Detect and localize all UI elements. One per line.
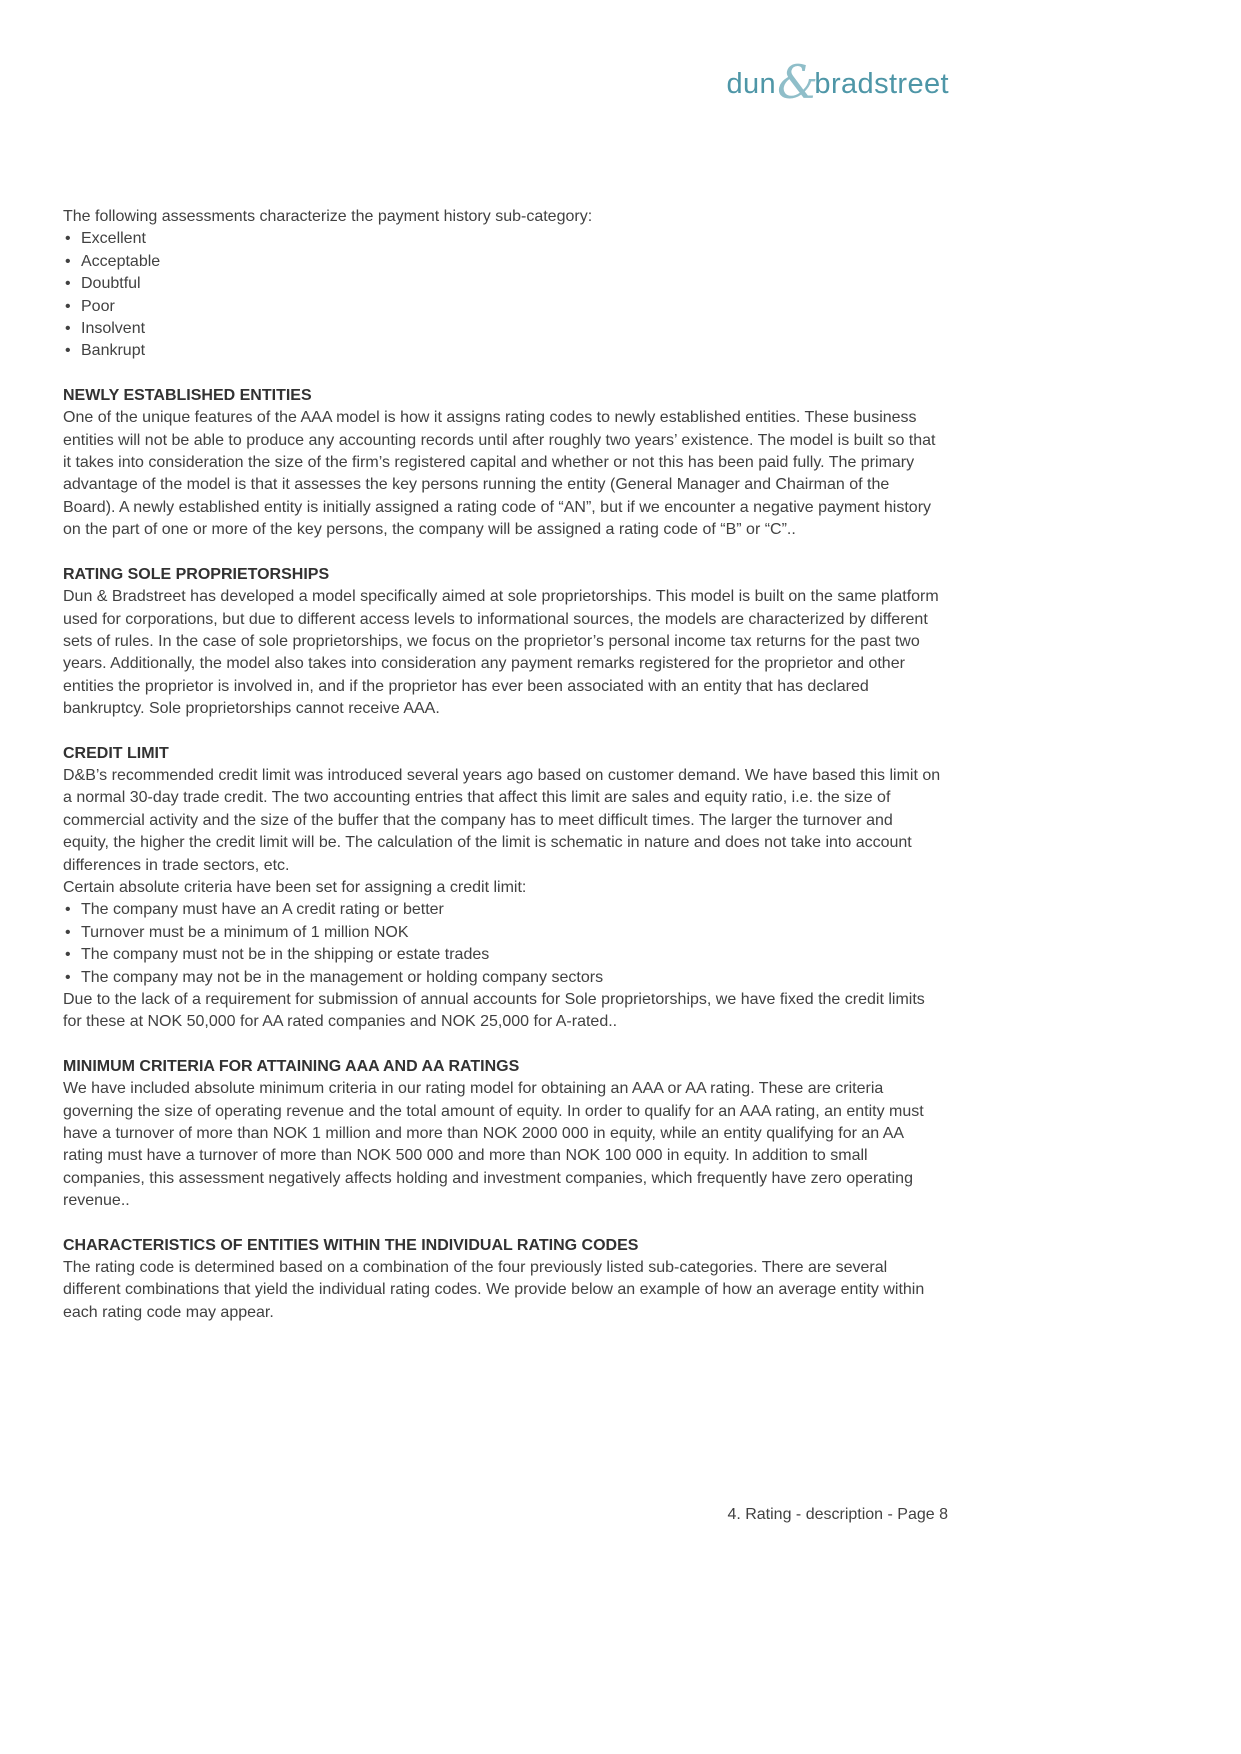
section-heading: RATING SOLE PROPRIETORSHIPS (63, 565, 330, 583)
payment-history-list (63, 228, 943, 362)
section-heading: NEWLY ESTABLISHED ENTITIES (63, 386, 312, 404)
section-paragraph: One of the unique features of the AAA model is how it assigns rating codes to newly established entities. These business entities will not be able to produce any accounting records until after roughly two years’ existence. The model is built so that it takes into consideration the size of the firm’s registered capital and whether or not this has been paid fully. The primary advantage of the model is that it assesses the key persons running the entity (General Manager and Chairman of the Board). A newly established entity is initially assigned a rating code of “AN”, but if we encounter a negative payment history on the part of one or more of the key persons, the company will be assigned a rating code of “B” or “C”.. (63, 409, 936, 539)
section-heading: CREDIT LIMIT (63, 744, 169, 762)
document-body (63, 206, 943, 1324)
dun-bradstreet-logo: dun & bradstreet (726, 55, 949, 109)
section-paragraph: The rating code is determined based on a combination of the four previously listed sub-categories. There are several different combinations that yield the individual rating codes. We provide below an example of how an average entity within each rating code may appear. (63, 1259, 925, 1321)
list-item: • Poor (63, 296, 943, 318)
section-newly-established-entities (63, 385, 943, 542)
section-characteristics-rating-codes (63, 1235, 943, 1325)
section-paragraph: Dun & Bradstreet has developed a model specifically aimed at sole proprietorships. This model is built on the same platform used for corporations, but due to different access levels to informational sources, the models are characterized by different sets of rules. In the case of sole proprietorships, we focus on the proprietor’s personal income tax returns for the past two years. Additionally, the model also takes into consideration any payment remarks registered for the proprietor and other entities the proprietor is involved in, and if the proprietor has ever been associated with an entity that has declared bankruptcy. Sole proprietorships cannot receive AAA. (63, 588, 939, 718)
section-paragraph: We have included absolute minimum criteria in our rating model for obtaining an AAA or AA rating. These are criteria governing the size of operating revenue and the total amount of equity. In order to qualify for an AAA rating, an entity must have a turnover of more than NOK 1 million and more than NOK 2000 000 in equity, while an entity qualifying for an AA rating must have a turnover of more than NOK 500 000 and more than NOK 100 000 in equity. In addition to small companies, this assessment negatively affects holding and investment companies, which frequently have zero operating revenue.. (63, 1080, 924, 1210)
section-rating-sole-proprietorships (63, 564, 943, 721)
intro-lead: The following assessments characterize the payment history sub-category: (63, 208, 593, 225)
list-item: • Turnover must be a minimum of 1 million NOK (63, 922, 943, 944)
section-heading: CHARACTERISTICS OF ENTITIES WITHIN THE INDIVIDUAL RATING CODES (63, 1236, 639, 1254)
list-item: • The company may not be in the management or holding company sectors (63, 967, 943, 989)
logo-text-bradstreet: bradstreet (814, 68, 949, 100)
list-item: • Acceptable (63, 251, 943, 273)
section-credit-limit (63, 743, 943, 1034)
section-paragraph: D&B’s recommended credit limit was introduced several years ago based on customer demand. We have based this limit on a normal 30-day trade credit. The two accounting entries that affect this limit are sales and equity ratio, i.e. the size of commercial activity and the size of the buffer that the company has to meet difficult times. The larger the turnover and equity, the higher the credit limit will be. The calculation of the limit is schematic in nature and does not take into account differences in trade sectors, etc. (63, 766, 941, 874)
list-item: • Insolvent (63, 318, 943, 340)
page-footer: 4. Rating - description - Page 8 (727, 1506, 948, 1523)
criteria-lead: Certain absolute criteria have been set for assigning a credit limit: (63, 878, 527, 896)
section-heading: MINIMUM CRITERIA FOR ATTAINING AAA AND AA RATINGS (63, 1057, 520, 1075)
logo-text-dun: dun (726, 68, 777, 100)
section-minimum-criteria (63, 1056, 943, 1213)
credit-limit-criteria-list (63, 899, 943, 989)
list-item: • The company must have an A credit rating or better (63, 899, 943, 921)
section-paragraph: Due to the lack of a requirement for submission of annual accounts for Sole proprietorships, we have fixed the credit limits for these at NOK 50,000 for AA rated companies and NOK 25,000 for A-rated.. (63, 991, 925, 1031)
list-item: • Doubtful (63, 273, 943, 295)
list-item: • Bankrupt (63, 340, 943, 362)
list-item: • Excellent (63, 228, 943, 250)
list-item: • The company must not be in the shipping or estate trades (63, 944, 943, 966)
